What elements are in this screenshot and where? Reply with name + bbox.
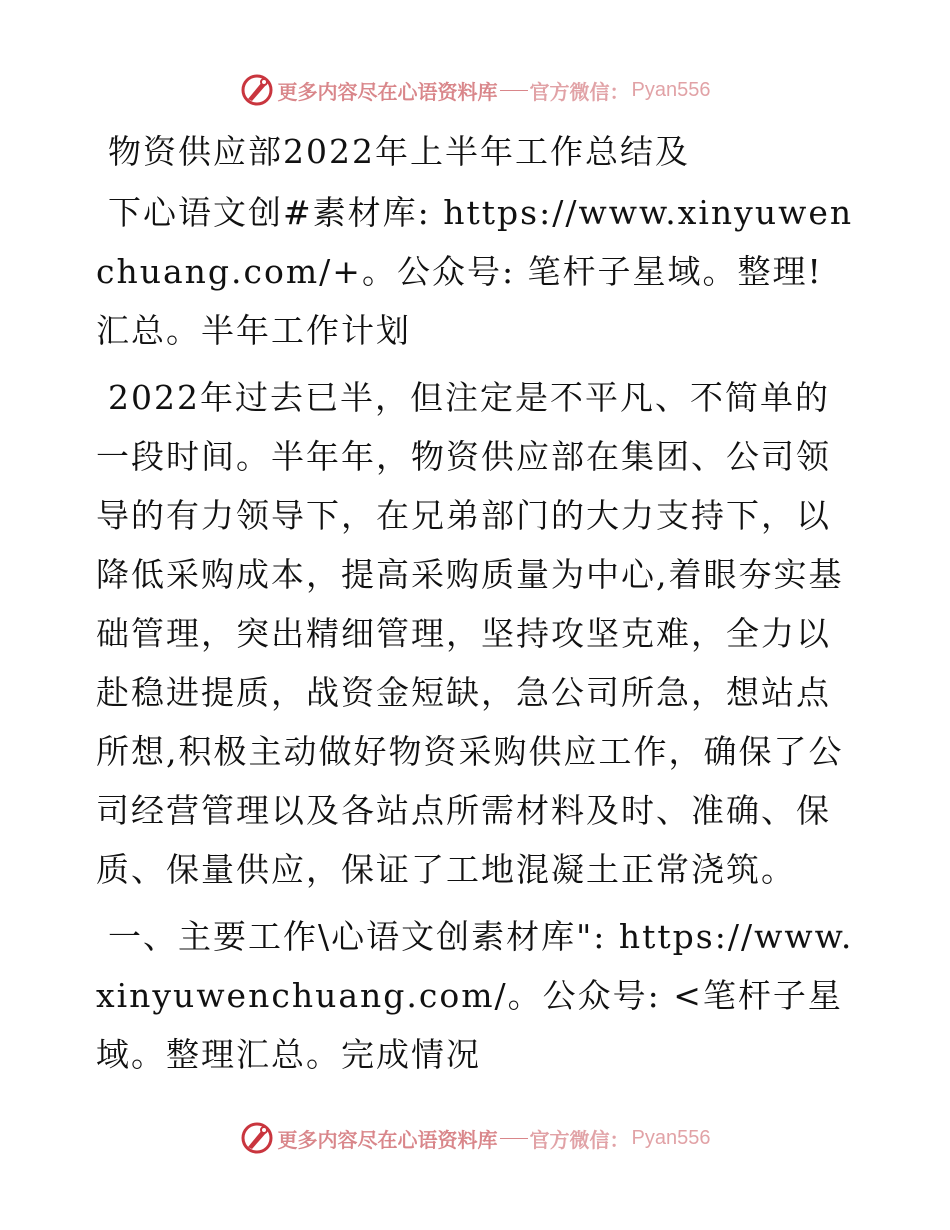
document-body <box>96 122 856 1084</box>
document-title: 物资供应部2022年上半年工作总结及 <box>108 132 690 171</box>
watermark-wechat-id: Pyan556 <box>631 78 711 101</box>
intro-paragraph: 下心语文创#素材库: https://www.xinyuwenchuang.com/+。公众号: 笔杆子星域。整理! 汇总。半年工作计划 <box>96 193 854 350</box>
watermark-suffix-text: 官方微信： <box>529 1127 630 1152</box>
watermark-brand-text: 更多内容尽在心语资料库 <box>277 1127 498 1152</box>
watermark-dash <box>500 90 528 91</box>
body-paragraph: 2022年过去已半，但注定是不平凡、不简单的一段时间。半年年，物资供应部在集团、公司领导的有力领导下，在兄弟部门的大力支持下，以降低采购成本，提高采购质量为中心,着眼夯实基础管理，突出精细管理，坚持攻坚克难，全力以赴稳进提质，战资金短缺，急公司所急，想站点所想,积极主动做好物资采购供应工作，确保了公司经营管理以及各站点所需材料及时、准确、保质、保量供应，保证了工地混凝土正常浇筑。 <box>96 378 844 889</box>
watermark-wechat-id: Pyan556 <box>631 1126 711 1149</box>
section-heading-paragraph: 一、主要工作\心语文创素材库": https://www.xinyuwenchuang.com/。公众号: <笔杆子星域。整理汇总。完成情况 <box>96 917 854 1074</box>
brand-logo-icon <box>240 73 274 107</box>
watermark-dash <box>500 1138 528 1139</box>
header-watermark <box>0 70 950 110</box>
footer-watermark <box>0 1118 950 1158</box>
watermark-brand-text: 更多内容尽在心语资料库 <box>277 79 498 104</box>
brand-logo-icon <box>240 1121 274 1155</box>
watermark-suffix-text: 官方微信： <box>529 79 630 104</box>
